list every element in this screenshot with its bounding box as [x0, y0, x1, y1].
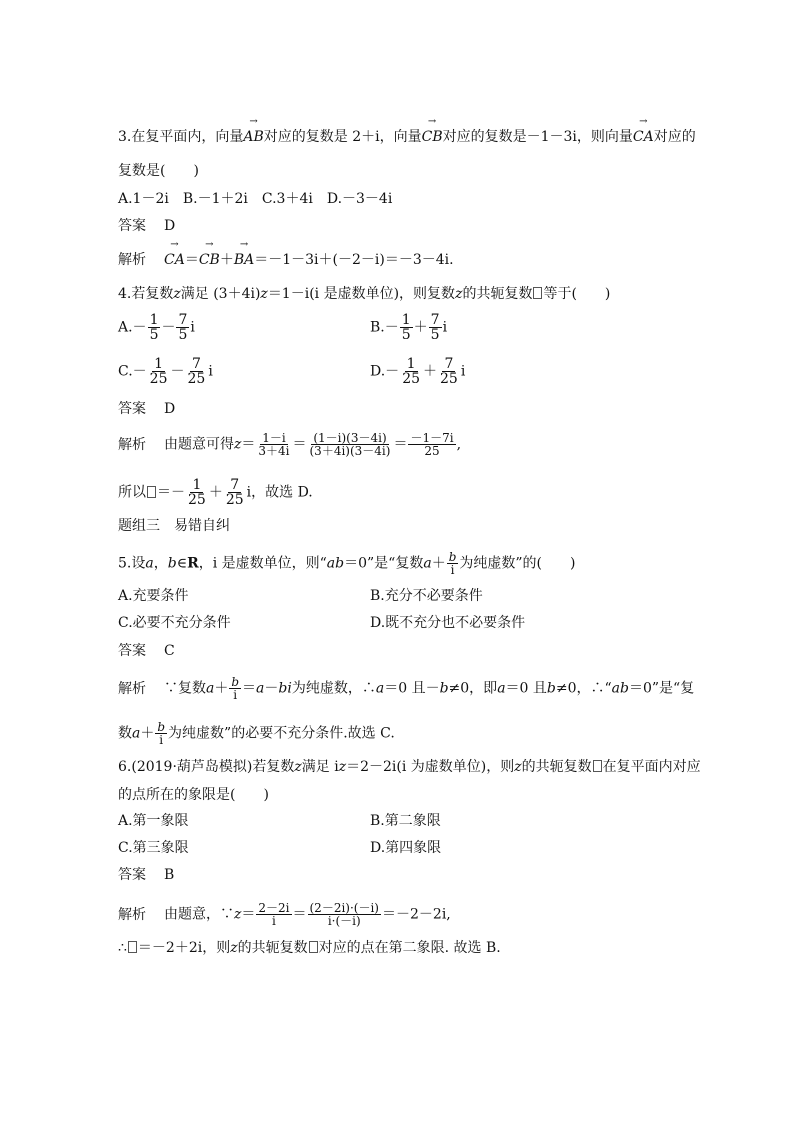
analysis-text: 对应的点在第二象限. 故选 B.: [318, 940, 501, 956]
frac-den: 25: [402, 371, 421, 387]
var-z: z: [260, 286, 268, 302]
frac-num: 1: [192, 477, 202, 493]
analysis-label: 解析: [118, 252, 146, 268]
q6-option-a: [118, 812, 189, 830]
frac-den: 25: [188, 492, 206, 508]
frac-den: i: [272, 914, 276, 928]
option-label: D.－: [370, 363, 400, 380]
math-op: ＝: [292, 906, 307, 923]
analysis-text: 为纯虚数，∴: [291, 680, 376, 697]
math-op: ＝: [242, 680, 257, 697]
option-text: C.必要不充分条件: [118, 615, 231, 631]
math-op: ＝: [393, 436, 408, 453]
frac-den: 3＋4i: [258, 444, 290, 458]
q4-answer: [118, 400, 175, 418]
q3-analysis: [118, 251, 454, 269]
imag-unit: i: [208, 363, 213, 380]
frac-den: 5: [430, 327, 440, 343]
analysis-text: ＝0 且: [505, 680, 547, 697]
option-text: B.第二象限: [370, 813, 441, 829]
missing-glyph-box: [593, 760, 602, 772]
math-op: ＋: [208, 484, 223, 501]
frac-num: 7: [191, 356, 201, 372]
analysis-text: i，故选 D.: [246, 484, 313, 501]
q5-stem-text: ＝0”是“复数: [344, 555, 424, 572]
analysis-text: ＝－2－2i,: [382, 906, 451, 923]
frac-num: b: [157, 720, 166, 734]
var-z: z: [455, 286, 463, 302]
frac-num: b: [448, 550, 457, 564]
option-text: D.既不充分也不必要条件: [370, 615, 526, 631]
frac-num: 1: [149, 312, 159, 328]
analysis-text: 由题意可得: [164, 436, 234, 453]
var-a: a: [132, 725, 141, 742]
q6-option-b: [370, 812, 441, 830]
var-a: a: [256, 680, 265, 697]
frac-num: 1: [406, 356, 416, 372]
frac-num: 1－i: [262, 431, 286, 445]
punct: ，: [153, 555, 168, 572]
frac-num: b: [231, 675, 240, 689]
q6-stem-text: ＝2－2i(i 为虚数单位)，则: [346, 759, 515, 775]
q4-stem: [118, 285, 610, 303]
math-op: ＋: [413, 319, 428, 336]
q6-answer: [118, 866, 174, 884]
math-op: ＋: [214, 680, 229, 697]
var-a: a: [423, 555, 432, 572]
analysis-text: ∵复数: [164, 680, 206, 697]
option-label: B.－: [370, 319, 399, 336]
math-op: ＋: [219, 252, 234, 268]
q4-analysis: [118, 432, 461, 457]
math-op: －: [264, 680, 279, 697]
q5-option-b: [370, 587, 483, 605]
q3-stem-text: 对应的复数是－1－3i，则向量: [442, 129, 633, 145]
var-z: z: [514, 759, 522, 775]
answer-label: 答案: [118, 867, 146, 883]
q3-options: [118, 190, 392, 208]
frac-num: 1: [401, 312, 411, 328]
q6-stem-line2: [118, 786, 269, 804]
frac-den: 25: [424, 444, 440, 458]
math-op: ＋: [140, 725, 155, 742]
q3-stem-text: 对应的复数是 2＋i，向量: [263, 129, 422, 145]
analysis-text: ＝－2＋2i，则: [137, 940, 231, 956]
set-r: R: [187, 555, 199, 572]
vector-cb: → CB: [199, 251, 220, 269]
analysis-text: ＝0 且－: [384, 680, 440, 697]
analysis-text: 所以: [118, 484, 146, 501]
frac-num: 1: [154, 356, 164, 372]
q4-option-a: [118, 313, 195, 342]
var-z: z: [234, 436, 242, 453]
section-title: 题组三 易错自纠: [118, 518, 230, 534]
q4-stem-text: 4.若复数: [118, 286, 174, 302]
q4-stem-text: ＝1－i(i 是虚数单位)，则复数: [267, 286, 456, 302]
analysis-label: 解析: [118, 906, 146, 923]
analysis-text: ≠0，∴“: [555, 680, 612, 697]
q4-stem-text: 满足 (3＋4i): [180, 286, 261, 302]
q5-analysis-line2: [118, 721, 395, 746]
q5-answer: [118, 642, 175, 660]
q3-stem-text: 对应的: [653, 129, 696, 145]
missing-glyph-box: [128, 941, 137, 953]
vector-cb: → CB: [422, 128, 443, 146]
q3-answer: [118, 217, 175, 235]
frac-den: 25: [187, 371, 206, 387]
option-text: A.第一象限: [118, 813, 189, 829]
analysis-text: 为纯虚数”的必要不充分条件.故选 C.: [168, 725, 395, 742]
punct: ,: [456, 436, 462, 453]
frac-den: i: [450, 563, 455, 577]
q6-stem-text: 在复平面内对应: [602, 759, 701, 775]
option-label: A.－: [118, 319, 147, 336]
q6-option-c: [118, 839, 189, 857]
answer-value: D: [164, 218, 176, 234]
q5-stem-text: ，i 是虚数单位，则“: [198, 555, 327, 572]
math-op: ＝: [241, 436, 256, 453]
frac-den: 25: [440, 371, 458, 387]
analysis-text: 由题意，∵: [164, 906, 234, 923]
math-op: －: [161, 319, 176, 336]
analysis-label: 解析: [118, 680, 146, 697]
q5-stem-text: 5.设: [118, 555, 146, 572]
var-ab: ab: [326, 555, 345, 572]
q6-stem-text: 6.(2019·葫芦岛模拟)若复数: [118, 759, 295, 775]
var-a: a: [497, 680, 506, 697]
vector-ca: → CA: [633, 128, 654, 146]
math-op: ＝: [292, 436, 307, 453]
missing-glyph-box: [147, 486, 156, 498]
q4-conclusion: [118, 478, 313, 507]
frac-den: i·(－i): [327, 914, 361, 928]
frac-den: 5: [149, 327, 159, 343]
imag-unit: i: [190, 319, 195, 336]
q5-stem-text: 为纯虚数”的( ): [459, 555, 576, 572]
imag-unit: i: [460, 363, 466, 380]
math-op: ∈: [176, 555, 188, 572]
q6-stem-text: 满足 i: [301, 759, 339, 775]
q5-option-a: [118, 587, 189, 605]
frac-num: (2－2i)·(－i): [309, 901, 379, 915]
frac-num: －1－7i: [410, 431, 454, 445]
q3-stem-text: 3.在复平面内，向量: [118, 129, 244, 145]
option-label: C.－: [118, 363, 147, 380]
q4-stem-text: 的共轭复数: [462, 286, 533, 302]
analysis-text: ＝－1－3i＋(－2－i)＝－3－4i.: [254, 252, 454, 268]
frac-den: 25: [149, 371, 168, 387]
var-z: z: [230, 940, 238, 956]
q3-stem-line1: [118, 128, 696, 146]
option-text: A.充要条件: [118, 588, 189, 604]
var-b: b: [167, 555, 177, 572]
q6-analysis: [118, 902, 451, 927]
math-op: ＝－: [157, 484, 185, 501]
q6-conclusion: [118, 939, 501, 957]
imag-unit: i: [442, 319, 448, 336]
var-b: b: [439, 680, 449, 697]
q3-stem-line2: [118, 162, 199, 180]
answer-label: 答案: [118, 643, 146, 659]
frac-den: 25: [225, 492, 244, 508]
math-op: ＋: [431, 555, 446, 572]
frac-num: 7: [230, 477, 240, 493]
frac-den: 5: [178, 327, 188, 343]
q6-stem-text: 的共轭复数: [521, 759, 592, 775]
frac-den: 5: [401, 327, 411, 343]
frac-den: i: [233, 688, 238, 702]
missing-glyph-box: [309, 941, 318, 953]
var-a: a: [375, 680, 385, 697]
var-b: b: [546, 680, 556, 697]
analysis-label: 解析: [118, 436, 146, 453]
q3-options-text: A.1－2i B.－1＋2i C.3＋4i D.－3－4i: [118, 191, 393, 207]
q4-option-d: [370, 357, 465, 386]
analysis-text: ＝0”是“复: [628, 680, 695, 697]
math-op: ＝: [241, 906, 256, 923]
q5-option-c: [118, 614, 231, 632]
option-text: C.第三象限: [118, 840, 189, 856]
missing-glyph-box: [533, 287, 542, 299]
option-text: D.第四象限: [370, 840, 442, 856]
math-op: ＝: [184, 252, 199, 268]
frac-num: (1－i)(3－4i): [313, 431, 387, 445]
q5-analysis-line1: [118, 676, 694, 701]
frac-den: i: [159, 733, 164, 747]
section-heading: [118, 517, 230, 535]
answer-value: D: [164, 401, 176, 417]
analysis-text: ≠0，即: [448, 680, 498, 697]
q5-stem: [118, 551, 575, 576]
analysis-text: 数: [118, 725, 132, 742]
q6-stem-text: 的点所在的象限是( ): [118, 787, 269, 803]
frac-num: 7: [178, 312, 188, 328]
var-z: z: [234, 906, 242, 923]
frac-num: 2－2i: [258, 901, 290, 915]
frac-den: (3＋4i)(3－4i): [309, 444, 391, 458]
answer-value: C: [164, 643, 175, 659]
var-z: z: [294, 759, 302, 775]
var-ab: ab: [611, 680, 629, 697]
frac-num: 7: [430, 312, 440, 328]
q4-stem-text: 等于( ): [543, 286, 611, 302]
vector-ba: → BA: [234, 251, 254, 269]
answer-label: 答案: [118, 218, 146, 234]
math-op: －: [170, 363, 185, 380]
q4-option-b: [370, 313, 447, 342]
q5-option-d: [370, 614, 525, 632]
answer-label: 答案: [118, 401, 146, 417]
q4-option-c: [118, 357, 213, 386]
answer-value: B: [164, 867, 175, 883]
frac-num: 7: [444, 356, 454, 372]
analysis-text: 的共轭复数: [237, 940, 308, 956]
var-z: z: [173, 286, 181, 302]
option-text: B.充分不必要条件: [370, 588, 483, 604]
var-a: a: [145, 555, 154, 572]
vector-ab: → AB: [243, 128, 263, 146]
q6-stem-line1: [118, 758, 701, 776]
vector-ca: → CA: [164, 251, 185, 269]
q6-option-d: [370, 839, 441, 857]
var-z: z: [338, 759, 347, 775]
analysis-text: ∴: [118, 940, 127, 956]
math-op: ＋: [423, 363, 438, 380]
var-bi: bi: [278, 680, 292, 697]
q3-stem-text: 复数是( ): [118, 163, 199, 179]
var-a: a: [206, 680, 215, 697]
